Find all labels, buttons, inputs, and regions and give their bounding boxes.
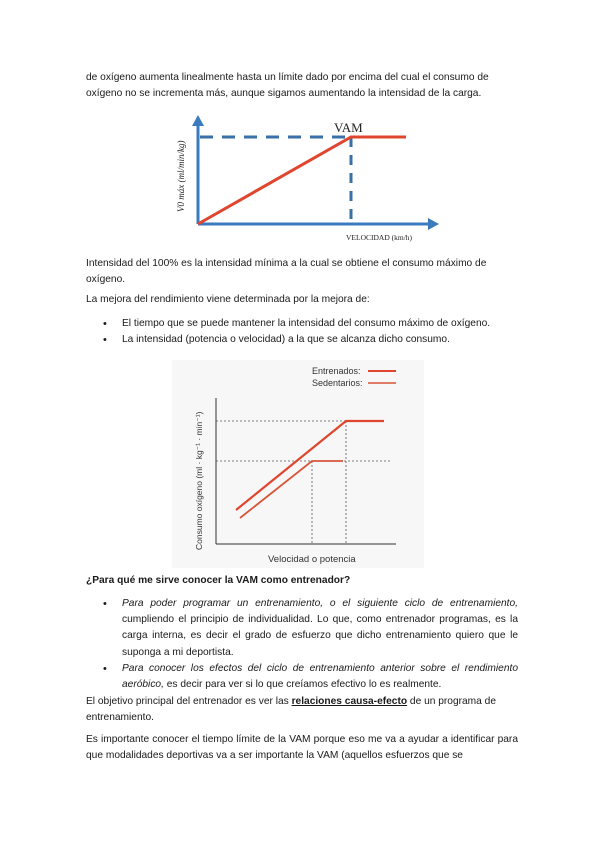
figure-consumption-chart xyxy=(172,360,424,568)
fig1-x-arrow xyxy=(428,218,439,230)
bullet-normal-text: es decir para ver si lo que creíamos efectivo lo es realmente. xyxy=(163,679,442,691)
paragraph-coach-objective xyxy=(86,694,518,726)
bullet-italic-text: Para poder programar un entrenamiento, o el siguiente ciclo de entrenamiento, xyxy=(122,598,518,609)
paragraph-vam-time-limit: Es importante conocer el tiempo límite de la VAM porque eso me va a ayudar a identificar para que modalidades deportivas va a ser importante la VAM (aquellos esfuerzos que se xyxy=(86,734,518,762)
fig2-line-sedentarios xyxy=(240,461,343,518)
fig2-xlabel: Velocidad o potencia xyxy=(268,554,356,565)
fig2-legend-sedentarios: Sedentarios: xyxy=(312,378,363,388)
paragraph-performance-improvement: La mejora del rendimiento viene determinada por la mejora de: xyxy=(86,294,370,305)
section-heading-vam: ¿Para qué me sirve conocer la VAM como entrenador? xyxy=(86,575,351,586)
paragraph-intensity-100: Intensidad del 100% es la intensidad mínima a la cual se obtiene el consumo máximo de oxígeno. xyxy=(86,258,487,286)
list-item xyxy=(86,661,518,693)
figure-vam-chart xyxy=(140,112,450,252)
fig2-line-entrenados xyxy=(236,421,384,510)
bullet-normal-text: cumpliendo el principio de individualidad. Lo que, como entrenador programas, es la carga interna, es decir el grado de esfuerzo que dicho entrenamiento quiero que le suponga a mi deportista. xyxy=(122,614,518,658)
list-item xyxy=(86,596,518,661)
fig1-annotation-vam: VAM xyxy=(334,120,363,135)
fig1-y-arrow xyxy=(192,115,204,126)
link-relaciones-causa-efecto[interactable]: relaciones causa-efecto xyxy=(291,696,408,707)
p4-after: de un programa de entrenamiento. xyxy=(86,696,496,724)
list-item: • La intensidad (potencia o velocidad) a la que se alcanza dicho consumo. xyxy=(86,332,518,348)
p4-before: El objetivo principal del entrenador es ver las xyxy=(86,696,292,707)
fig1-ylabel: V0 máx (ml/min/kg) xyxy=(176,140,186,212)
bullet-list-vam-uses xyxy=(86,596,518,693)
fig1-vo2-line xyxy=(198,137,406,224)
bullet-italic-text: Para conocer los efectos del ciclo de entrenamiento anterior sobre el rendimiento aeróbico, xyxy=(122,662,518,691)
paragraph-oxygen-linear: de oxígeno aumenta linealmente hasta un límite dado por encima del cual el consumo de oxígeno no se incrementa más, aunque sigamos aumentando la intensidad de la carga. xyxy=(86,72,489,100)
fig2-legend-entrenados: Entrenados: xyxy=(312,366,361,376)
list-item: • El tiempo que se puede mantener la intensidad del consumo máximo de oxígeno. xyxy=(86,316,518,332)
bullet-list-improvements xyxy=(86,316,518,348)
fig2-ylabel: Consumo oxígeno (ml · kg⁻¹ · min⁻¹) xyxy=(194,411,204,550)
fig1-xlabel: VELOCIDAD (km/h) xyxy=(346,233,413,242)
